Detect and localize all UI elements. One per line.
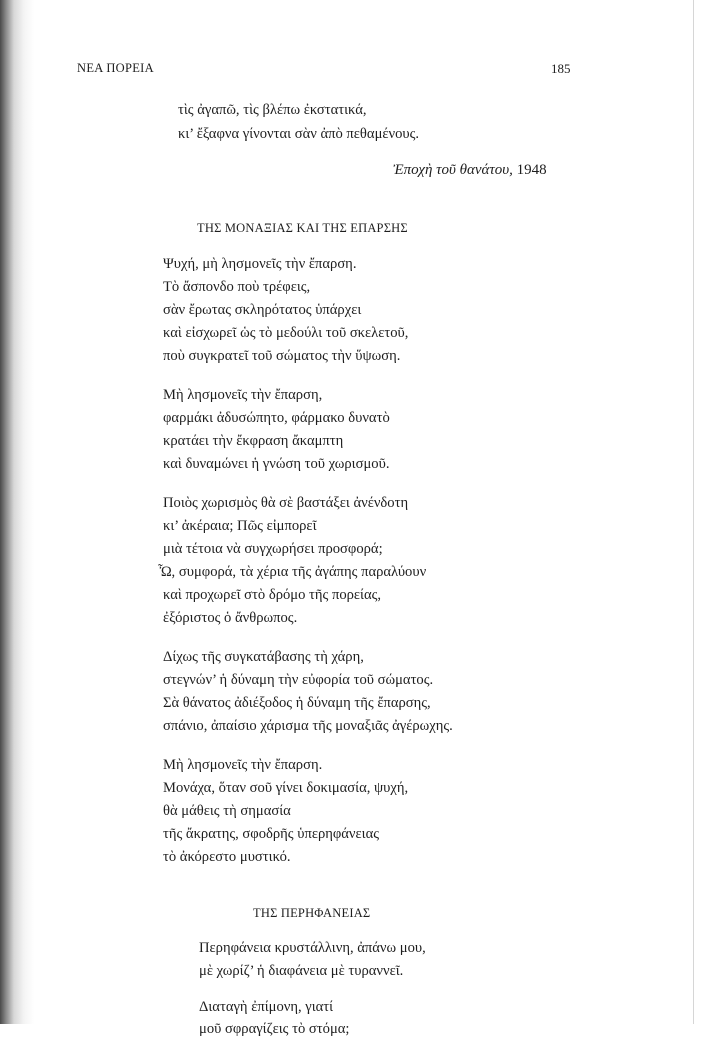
verse-line: ποὺ συγκρατεῖ τοῦ σώματος τὴν ὕψωση. [163,348,401,364]
verse-line: καὶ προχωρεῖ στὸ δρόμο τῆς πορείας, [163,587,382,603]
running-head: ΝΕΑ ΠΟΡΕΙΑ [77,61,154,75]
source-work: Ἐποχὴ τοῦ θανάτου, [393,162,513,178]
verse-line: ἐξόριστος ὁ ἄνθρωπος. [163,610,298,626]
verse-line: Σὰ θάνατος ἀδιέξοδος ἡ δύναμη τῆς ἔπαρσης, [163,695,431,711]
verse-line: Ὦ, συμφορά, τὰ χέρια τῆς ἀγάπης παραλύουν [158,564,427,580]
verse-line: Διαταγὴ ἐπίμονη, γιατί [199,999,334,1015]
page-edge [693,0,694,1024]
verse-line: τὸ ἀκόρεστο μυστικό. [163,849,291,865]
page-number: 185 [551,61,571,76]
verse-line: κρατάει τὴν ἔκφραση ἄκαμπτη [163,433,344,449]
poem-title: ΤΗΣ ΠΕΡΗΦΑΝΕΙΑΣ [253,906,371,920]
verse-line: καὶ δυναμώνει ἡ γνώση τοῦ χωρισμοῦ. [163,456,390,472]
verse-line: Ψυχή, μὴ λησμονεῖς τὴν ἔπαρση. [163,256,357,272]
verse-line: Περηφάνεια κρυστάλλινη, ἀπάνω μου, [199,940,426,956]
poem-title: ΤΗΣ ΜΟΝΑΞΙΑΣ ΚΑΙ ΤΗΣ ΕΠΑΡΣΗΣ [197,221,408,235]
verse-line: σπάνιο, ἀπαίσιο χάρισμα τῆς μοναξιᾶς ἀγέρωχης. [163,718,453,734]
book-binding-shadow [0,0,34,1024]
verse-line: μὲ χωρίζ’ ἡ διαφάνεια μὲ τυραννεῖ. [199,963,404,979]
verse-line: μιὰ τέτοια νὰ συγχωρήσει προσφορά; [163,541,383,557]
verse-line: καὶ εἰσχωρεῖ ὡς τὸ μεδούλι τοῦ σκελετοῦ, [163,325,409,341]
verse-line: στεγνών’ ἡ δύναμη τὴν εὐφορία τοῦ σώματος. [163,672,434,688]
verse-line: Τὸ ἄσπονδο ποὺ τρέφεις, [163,279,311,295]
verse-line: Μονάχα, ὅταν σοῦ γίνει δοκιμασία, ψυχή, [163,780,409,796]
verse-line: φαρμάκι ἀδυσώπητο, φάρμακο δυνατὸ [163,410,390,426]
verse-line: σὰν ἔρωτας σκληρότατος ὑπάρχει [163,302,362,318]
verse-line: Δίχως τῆς συγκατάβασης τὴ χάρη, [163,649,364,665]
carryover-line: κι’ ἔξαφνα γίνονται σὰν ἀπὸ πεθαμένους. [178,126,420,142]
verse-line: θὰ μάθεις τὴ σημασία [163,803,291,819]
verse-line: κι’ ἀκέραια; Πῶς εἰμπορεῖ [163,518,317,534]
verse-line: Μὴ λησμονεῖς τὴν ἔπαρση. [163,757,323,773]
verse-line: Μὴ λησμονεῖς τὴν ἔπαρση, [163,387,323,403]
verse-line: μοῦ σφραγίζεις τὸ στόμα; [199,1021,350,1037]
verse-line: τῆς ἄκρατης, σφοδρῆς ὑπερηφάνειας [163,826,380,842]
carryover-line: τὶς ἀγαπῶ, τὶς βλέπω ἐκστατικά, [178,102,367,118]
source-signature [393,162,547,179]
source-year: 1948 [516,162,547,178]
verse-line: Ποιὸς χωρισμὸς θὰ σὲ βαστάξει ἀνένδοτη [163,495,409,511]
